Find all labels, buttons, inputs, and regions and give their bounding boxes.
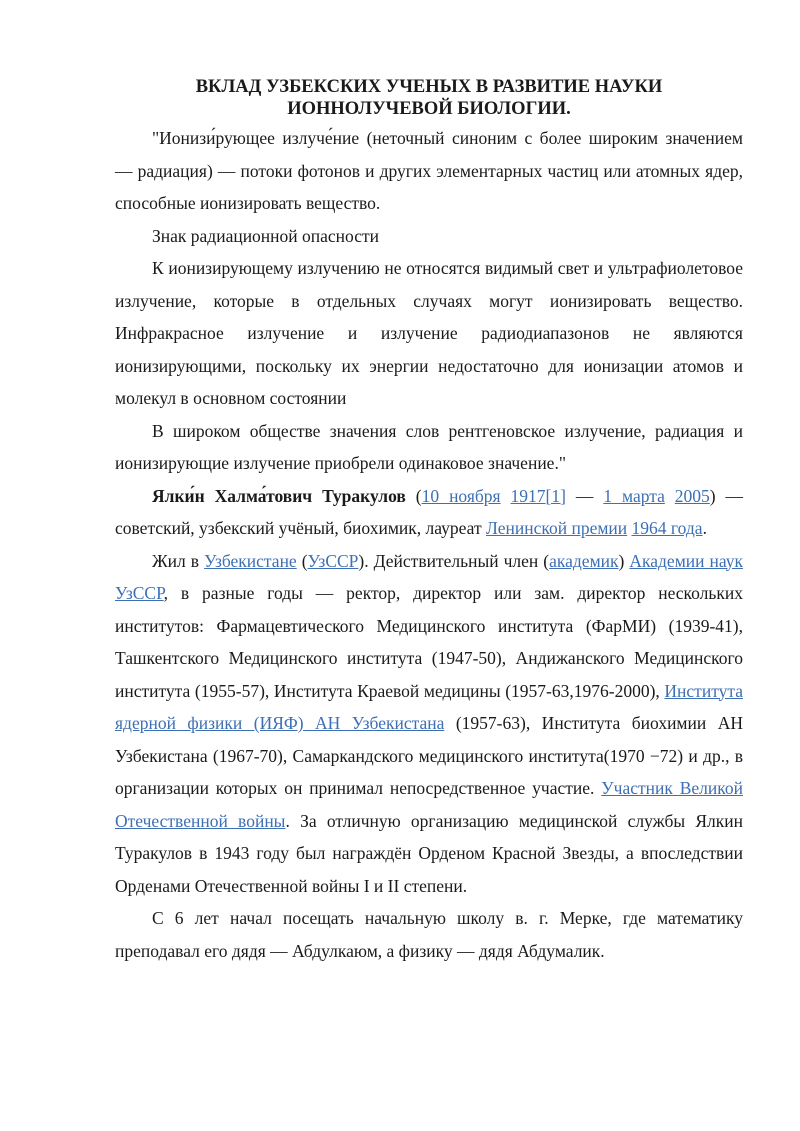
link-uzssr[interactable]: УзССР — [307, 550, 359, 571]
link-reference-1[interactable]: [1] — [545, 485, 566, 506]
paragraph-society: В широком обществе значения слов рентгеновское излучение, радиация и ионизирующие излучение приобрели одинаковое значение." — [115, 420, 743, 473]
link-prize-year[interactable]: 1964 года — [631, 518, 703, 538]
title-line-2: ИОННОЛУЧЕВОЙ БИОЛОГИИ. — [287, 99, 571, 119]
person-name: Ялки́н Халма́тович Туракулов — [152, 485, 406, 506]
link-death-year[interactable]: 2005 — [674, 485, 710, 506]
paragraph-definition: "Ионизи́рующее излуче́ние (неточный синоним с более широким значением — радиация) — потоки фотонов и других элементарных частиц или атомных ядер, способные ионизировать вещество. — [115, 128, 743, 213]
link-academy-of-sciences[interactable]: Академии наук УзССР — [115, 550, 744, 603]
link-birth-date[interactable]: 10 ноября — [421, 485, 501, 506]
title-line-1: ВКЛАД УЗБЕКСКИХ УЧЕНЫХ В РАЗВИТИЕ НАУКИ — [195, 77, 663, 97]
link-birth-year[interactable]: 1917 — [510, 485, 546, 506]
paragraph-biography: Ялки́н Халма́тович Туракулов (10 ноября 1917[1] — 1 марта 2005) — советский, узбекский учёный, биохимик, лауреат Ленинской премии 1964 года. — [115, 485, 744, 538]
link-uzbekistan[interactable]: Узбекистане — [204, 550, 297, 571]
paragraph-career: Жил в Узбекистане (УзССР). Действительный член (академик) Академии наук УзССР, в разные годы — ректор, директор или зам. директор нескольких институтов: Фармацевтического Медицинского института (ФарМИ) (1939-41), Ташкентского Медицинского института (1947-50), Андижанского Медицинского института (1955-57), Института Краевой медицины (1957-63,1976-2000), Института ядерной физики (ИЯФ) АН Узбекистана (1957-63), Института биохимии АН Узбекистана (1967-70), Самаркандского медицинского института(1970 −72) и др., в организации которых он принимал непосредственное участие. Участник Великой Отечественной войны. За отличную организацию медицинской службы Ялкин Туракулов в 1943 году был награждён Орденом Красной Звезды, а впоследствии Орденами Отечественной войны I и II степени. — [115, 550, 744, 896]
link-institute-nuclear-physics[interactable]: Института ядерной физики (ИЯФ) АН Узбекистана — [115, 680, 743, 733]
link-death-date[interactable]: 1 марта — [603, 485, 665, 506]
link-academician[interactable]: академик — [549, 550, 619, 571]
document-title — [115, 76, 743, 120]
paragraph-childhood: С 6 лет начал посещать начальную школу в. г. Мерке, где математику преподавал его дядя — Абдулкаюм, а физику — дядя Абдумалик. — [115, 908, 743, 961]
link-ww2-participant[interactable]: Участник Великой Отечественной войны — [115, 778, 743, 831]
paragraph-sign: Знак радиационной опасности — [152, 225, 380, 246]
document-body — [115, 76, 743, 967]
paragraph-non-ionizing: К ионизирующему излучению не относятся видимый свет и ультрафиолетовое излучение, которые в отдельных случаях могут ионизировать вещество. Инфракрасное излучение и излучение радиодиапазонов не являются ионизирующими, поскольку их энергии недостаточно для ионизации атомов и молекул в основном состоянии — [115, 258, 743, 408]
link-lenin-prize[interactable]: Ленинской премии — [485, 518, 628, 538]
